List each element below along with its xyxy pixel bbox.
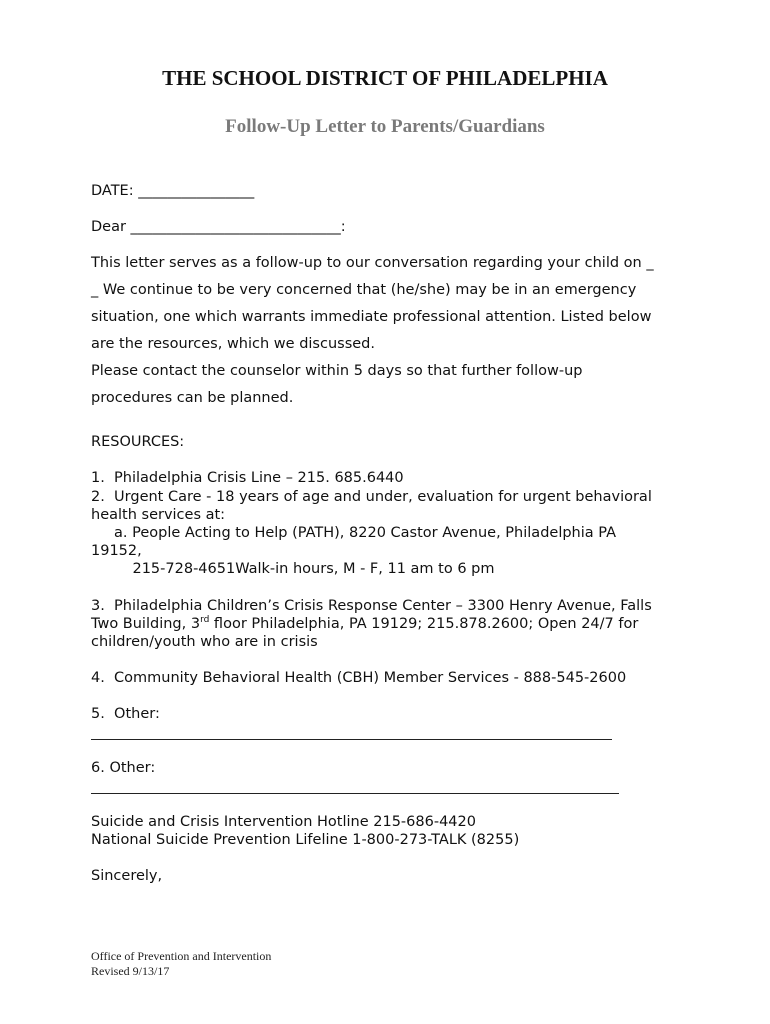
resource-item-2-line: 215-728-4651Walk-in hours, M - F, 11 am to 6 pm bbox=[91, 561, 495, 577]
resource-item-2-line: 19152, bbox=[91, 543, 142, 559]
resource-item-4: 4. Community Behavioral Health (CBH) Member Services - 888-545-2600 bbox=[91, 670, 627, 686]
resource-item-6: 6. Other: bbox=[91, 760, 156, 776]
resource-item-3-line: children/youth who are in crisis bbox=[91, 634, 318, 650]
paragraph-line: situation, one which warrants immediate professional attention. Listed below bbox=[91, 309, 652, 325]
hotline-line: National Suicide Prevention Lifeline 1-800-273-TALK (8255) bbox=[91, 832, 520, 848]
date-field: DATE: ________________ bbox=[91, 183, 255, 199]
resource-item-3-line bbox=[91, 616, 638, 632]
resource-item-1: 1. Philadelphia Crisis Line – 215. 685.6440 bbox=[91, 470, 404, 486]
ordinal-suffix: rd bbox=[200, 615, 210, 626]
resources-heading: RESOURCES: bbox=[91, 434, 185, 450]
footer-office: Office of Prevention and Intervention bbox=[91, 949, 272, 963]
salutation-field: Dear _____________________________: bbox=[91, 219, 346, 235]
resource-item-5: 5. Other: bbox=[91, 706, 160, 722]
resource-item-2-line: 2. Urgent Care - 18 years of age and under, evaluation for urgent behavioral bbox=[91, 489, 652, 505]
paragraph-line: _ We continue to be very concerned that (he/she) may be in an emergency bbox=[91, 282, 637, 298]
paragraph-line: Please contact the counselor within 5 days so that further follow-up bbox=[91, 363, 583, 379]
paragraph-line: are the resources, which we discussed. bbox=[91, 336, 375, 352]
paragraph-line: procedures can be planned. bbox=[91, 390, 294, 406]
resource-item-3-line: 3. Philadelphia Children’s Crisis Response Center – 3300 Henry Avenue, Falls bbox=[91, 598, 652, 614]
document-title: THE SCHOOL DISTRICT OF PHILADELPHIA bbox=[162, 66, 608, 90]
resource-item-2-line: a. People Acting to Help (PATH), 8220 Castor Avenue, Philadelphia PA bbox=[91, 525, 616, 541]
document-subtitle: Follow-Up Letter to Parents/Guardians bbox=[225, 116, 545, 137]
hotline-line: Suicide and Crisis Intervention Hotline 215-686-4420 bbox=[91, 814, 476, 830]
closing: Sincerely, bbox=[91, 868, 163, 884]
other-blank-line bbox=[91, 793, 619, 794]
paragraph-line: This letter serves as a follow-up to our conversation regarding your child on _ bbox=[91, 255, 654, 271]
footer-revised: Revised 9/13/17 bbox=[91, 964, 170, 978]
other-blank-line bbox=[91, 739, 612, 740]
resource-item-2-line: health services at: bbox=[91, 507, 226, 523]
resource-item-3-text: Two Building, 3 bbox=[91, 616, 201, 632]
resource-item-3-text: floor Philadelphia, PA 19129; 215.878.2600; Open 24/7 for bbox=[209, 616, 639, 632]
